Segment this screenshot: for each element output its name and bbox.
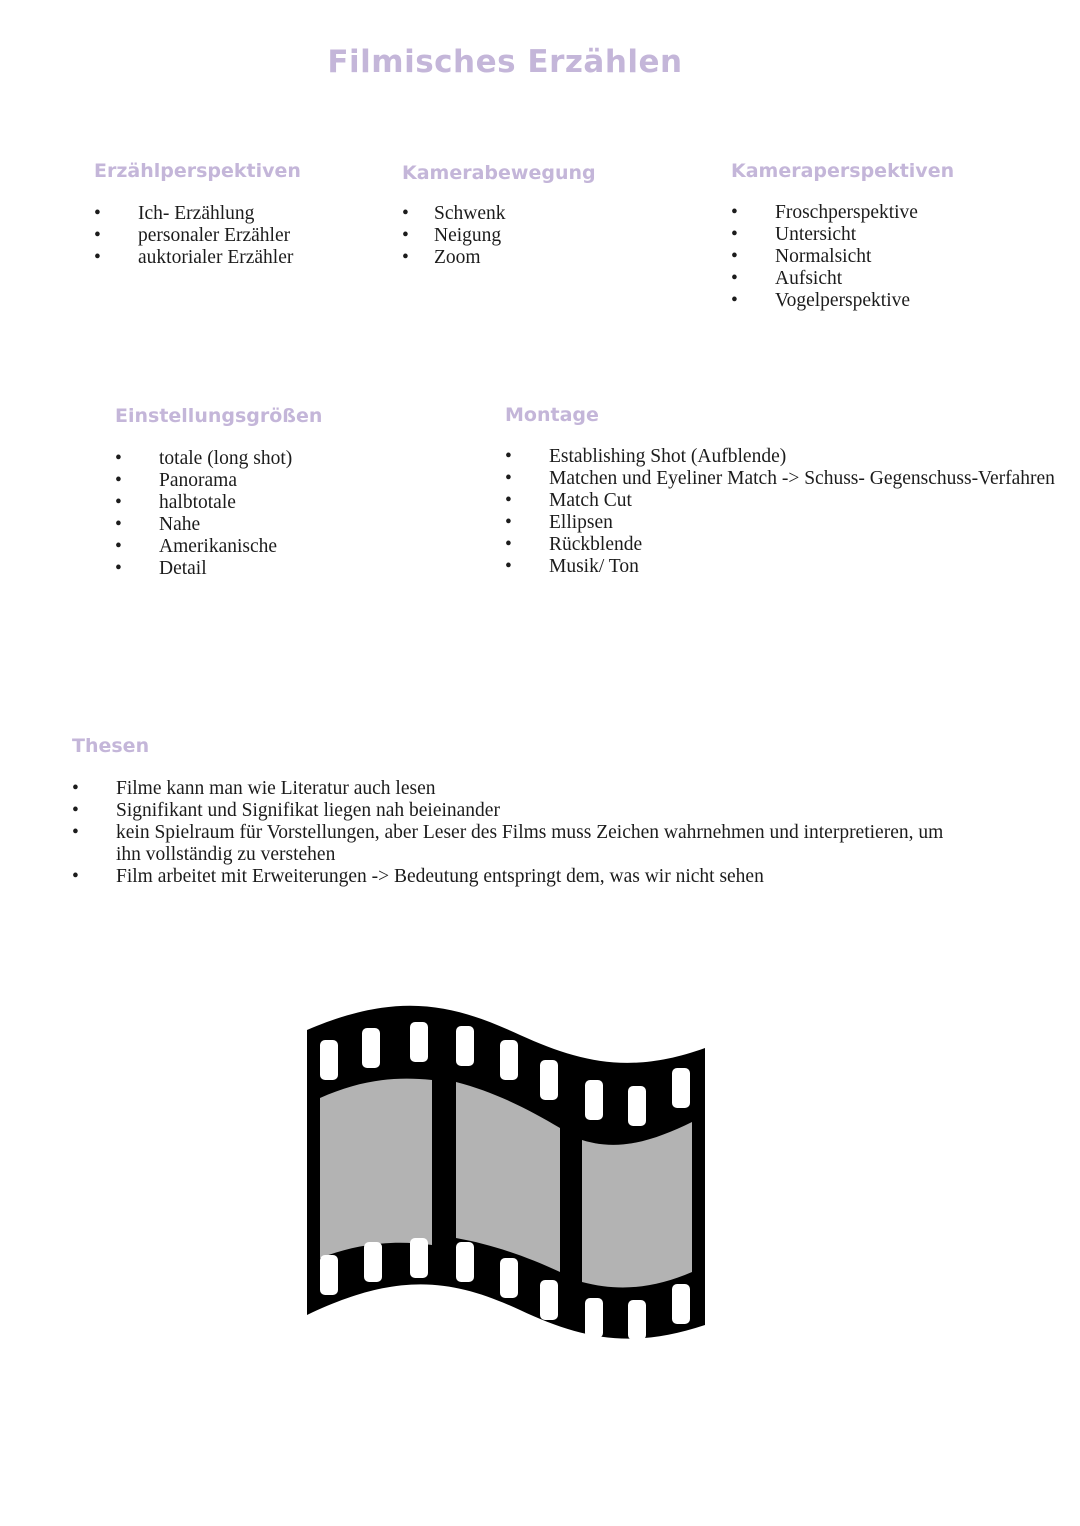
list-item: • Untersicht: [731, 224, 857, 245]
bullet: •: [115, 536, 122, 557]
bullet: •: [115, 558, 122, 579]
bullet: •: [505, 446, 512, 467]
list-item: • Film arbeitet mit Erweiterungen -> Bedeutung entspringt dem, was wir nicht sehen: [72, 866, 764, 887]
sprocket-hole: [672, 1284, 690, 1324]
list-item: • Match Cut: [505, 490, 632, 511]
bullet: •: [72, 778, 79, 799]
sprocket-hole: [628, 1300, 646, 1340]
bullet: •: [505, 512, 512, 533]
list-item: • halbtotale: [115, 492, 236, 513]
heading-erzaehlperspektiven: Erzählperspektiven: [94, 160, 301, 182]
bullet: •: [115, 448, 122, 469]
sprocket-hole: [320, 1255, 338, 1295]
list-item: • totale (long shot): [115, 448, 293, 469]
bullet: •: [505, 556, 512, 577]
bullet: •: [94, 203, 101, 224]
heading-kamerabewegung: Kamerabewegung: [402, 162, 596, 184]
bullet: •: [505, 534, 512, 555]
list-item: • Nahe: [115, 514, 201, 535]
list-item: • Vogelperspektive: [731, 290, 911, 311]
sprocket-hole: [456, 1242, 474, 1282]
bullet: •: [115, 514, 122, 535]
film-frame-1: [320, 1079, 432, 1258]
list-thesen: [72, 778, 972, 888]
heading-thesen: Thesen: [72, 735, 150, 757]
list-item: • kein Spielraum für Vorstellungen, aber Leser des Films muss Zeichen wahrnehmen und interpretieren, um ihn vollständig zu verstehen: [72, 822, 944, 865]
sprocket-hole: [540, 1060, 558, 1100]
list-kameraperspektiven: [731, 202, 1031, 312]
list-item: • Normalsicht: [731, 246, 872, 267]
film-strip-icon: [300, 1000, 710, 1370]
bullet: •: [402, 203, 409, 224]
bullet: •: [72, 866, 79, 887]
bullet: •: [731, 224, 738, 245]
film-frame-3: [582, 1122, 692, 1287]
bullet: •: [505, 490, 512, 511]
list-item: • Rückblende: [505, 534, 643, 555]
bullet: •: [72, 800, 79, 821]
bullet: •: [72, 822, 79, 843]
sprocket-hole: [456, 1026, 474, 1066]
list-item: • Amerikanische: [115, 536, 278, 557]
list-item: • Panorama: [115, 470, 237, 491]
list-item: • Aufsicht: [731, 268, 843, 289]
list-kamerabewegung: [402, 203, 602, 269]
sprocket-hole: [500, 1258, 518, 1298]
sprocket-hole: [362, 1028, 380, 1068]
list-item: • Ellipsen: [505, 512, 613, 533]
bullet: •: [94, 247, 101, 268]
page-title: Filmisches Erzählen: [327, 44, 683, 80]
list-item: • Matchen und Eyeliner Match -> Schuss- Gegenschuss-Verfahren: [505, 468, 1055, 489]
heading-montage: Montage: [505, 404, 599, 426]
sprocket-hole: [500, 1040, 518, 1080]
list-item: • Filme kann man wie Literatur auch lesen: [72, 778, 436, 799]
list-item: • Zoom: [402, 247, 481, 268]
list-item: • Neigung: [402, 225, 502, 246]
list-item: • Ich- Erzählung: [94, 203, 255, 224]
list-einstellungsgroessen: [115, 448, 395, 580]
heading-kameraperspektiven: Kameraperspektiven: [731, 160, 955, 182]
bullet: •: [402, 225, 409, 246]
sprocket-hole: [585, 1298, 603, 1338]
sprocket-hole: [320, 1040, 338, 1080]
sprocket-hole: [410, 1022, 428, 1062]
sprocket-hole: [672, 1068, 690, 1108]
bullet: •: [731, 246, 738, 267]
list-item: • auktorialer Erzähler: [94, 247, 294, 268]
bullet: •: [731, 290, 738, 311]
list-item: • Signifikant und Signifikat liegen nah beieinander: [72, 800, 500, 821]
list-item: • Schwenk: [402, 203, 506, 224]
bullet: •: [402, 247, 409, 268]
sprocket-hole: [364, 1242, 382, 1282]
bullet: •: [115, 470, 122, 491]
sprocket-hole: [585, 1080, 603, 1120]
bullet: •: [115, 492, 122, 513]
sprocket-hole: [410, 1238, 428, 1278]
list-montage: [505, 446, 1055, 578]
heading-einstellungsgroessen: Einstellungsgrößen: [115, 405, 323, 427]
bullet: •: [731, 202, 738, 223]
bullet: •: [505, 468, 512, 489]
bullet: •: [94, 225, 101, 246]
list-item: • personaler Erzähler: [94, 225, 291, 246]
bullet: •: [731, 268, 738, 289]
sprocket-hole: [628, 1086, 646, 1126]
list-item: • Detail: [115, 558, 207, 579]
list-item: • Froschperspektive: [731, 202, 918, 223]
list-item: • Establishing Shot (Aufblende): [505, 446, 787, 467]
list-item: • Musik/ Ton: [505, 556, 639, 577]
list-erzaehlperspektiven: [94, 203, 374, 269]
sprocket-hole: [540, 1280, 558, 1320]
